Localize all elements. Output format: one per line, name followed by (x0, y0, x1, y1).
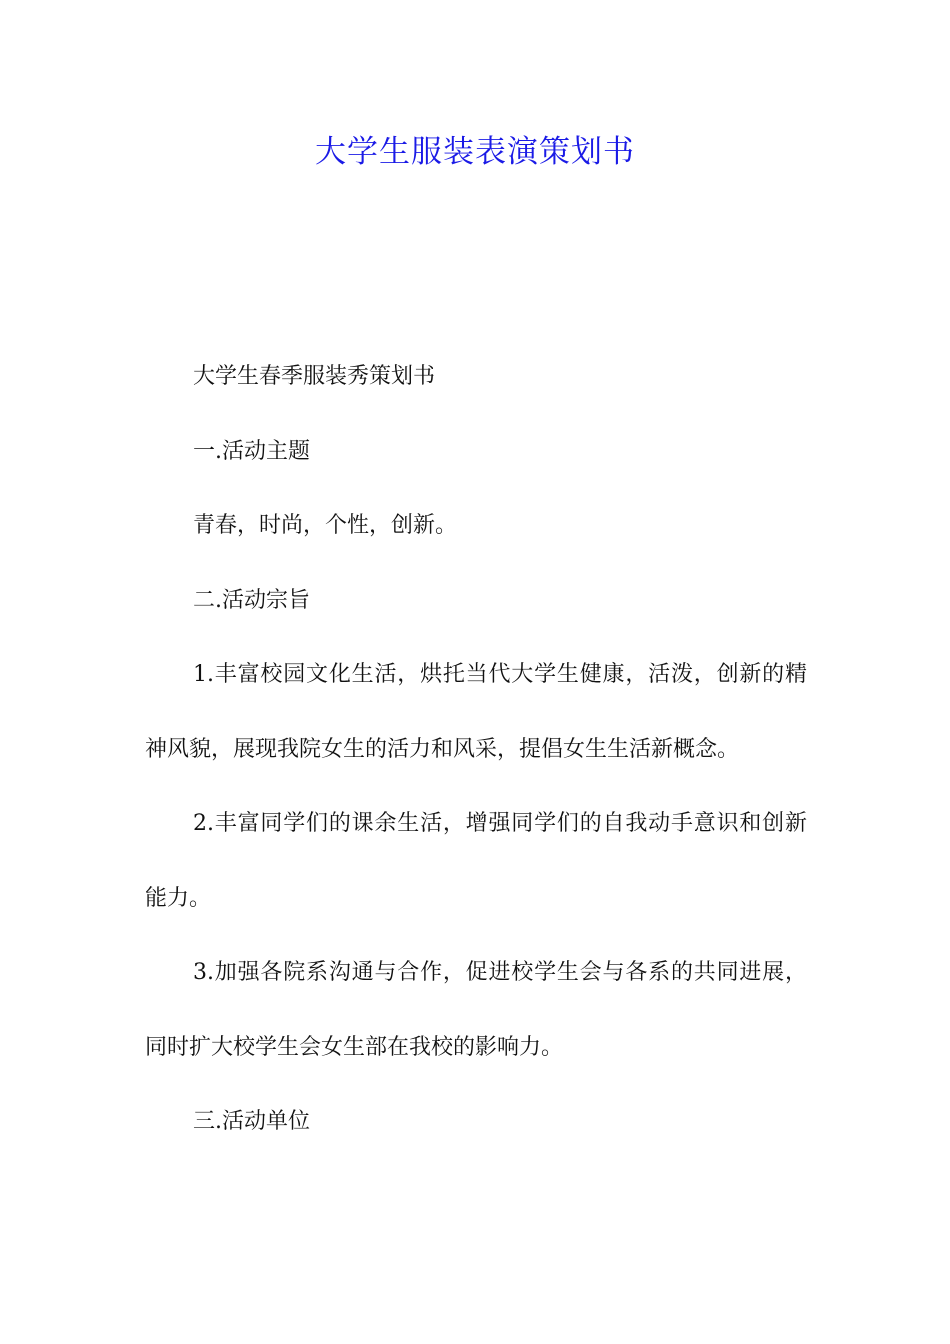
section-heading-purpose: 二.活动宗旨 (193, 587, 310, 613)
purpose-item-1: 1.丰富校园文化生活，烘托当代大学生健康，活泼，创新的精神风貌，展现我院女生的活力和风采，提倡女生生活新概念。 (145, 662, 807, 762)
purpose-item-3: 3.加强各院系沟通与合作，促进校学生会与各系的共同进展，同时扩大校学生会女生部在我校的影响力。 (145, 960, 807, 1060)
section-subtitle: 大学生春季服装秀策划书 (193, 364, 436, 389)
document-body (145, 340, 807, 1160)
theme-text: 青春，时尚，个性，创新。 (193, 513, 458, 538)
purpose-item-2: 2.丰富同学们的课余生活，增强同学们的自我动手意识和创新能力。 (145, 811, 807, 911)
document-title: 大学生服装表演策划书 (315, 134, 635, 170)
section-heading-organizers: 三.活动单位 (193, 1109, 310, 1134)
section-heading-theme: 一.活动主题 (193, 438, 310, 464)
